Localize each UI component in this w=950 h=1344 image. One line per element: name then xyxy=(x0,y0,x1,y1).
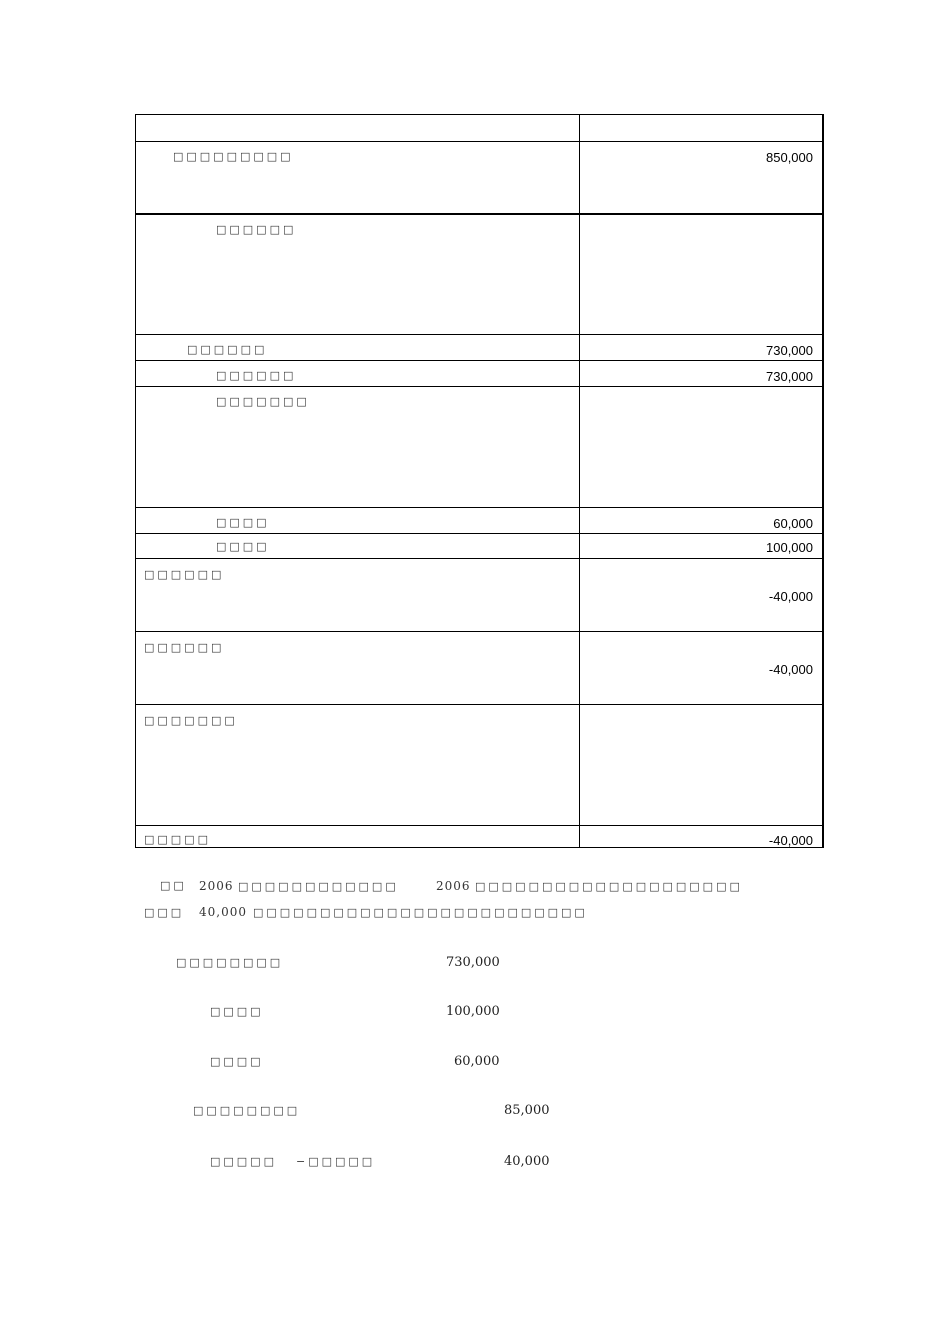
row-label: □□□□□□ xyxy=(144,568,225,581)
row-label: □□□□□□□ xyxy=(216,395,310,408)
table-row xyxy=(136,558,822,631)
table-row xyxy=(136,141,822,214)
row-label: □□□□□□□ xyxy=(144,714,238,727)
entry-label: □□□□□□□□ xyxy=(193,1104,301,1117)
row-label: □□□□□□ xyxy=(216,223,297,236)
entry-label: □□□□ xyxy=(210,1005,264,1018)
row-label: □□□□ xyxy=(216,516,270,529)
row-label: □□□□ xyxy=(216,540,270,553)
financial-table xyxy=(135,114,824,848)
entry-amount: 60,000 xyxy=(454,1054,500,1069)
entry-label: □□□□□ xyxy=(210,1155,277,1168)
entry-label: □□□□□□□□ xyxy=(176,956,284,969)
row-label: □□□□□□ xyxy=(187,343,268,356)
row-label: □□□□□□ xyxy=(144,641,225,654)
entry-amount: 100,000 xyxy=(446,1004,500,1019)
note-text: □□□□□□□□□□□□□□□□□□□□□□□□□ xyxy=(253,906,588,919)
table-row xyxy=(136,507,822,533)
table-row xyxy=(136,825,822,849)
row-value: 60,000 xyxy=(773,516,813,531)
note-year: 2006 xyxy=(436,879,471,893)
table-row xyxy=(136,334,822,360)
note-text: □□□□□□□□□□□□□□□□□□□□ xyxy=(475,880,743,893)
row-value: -40,000 xyxy=(768,833,813,848)
note-prefix: □□ xyxy=(160,879,187,892)
row-label: □□□□□ xyxy=(144,833,211,846)
row-value: -40,000 xyxy=(768,662,813,677)
table-row xyxy=(136,213,822,335)
table-row xyxy=(136,631,822,704)
row-value: 100,000 xyxy=(766,540,813,555)
row-value: 730,000 xyxy=(766,369,813,384)
row-label: □□□□□□ xyxy=(216,369,297,382)
row-value: -40,000 xyxy=(768,589,813,604)
entry-label-secondary: −□□□□□ xyxy=(296,1155,376,1168)
note-amount: 40,000 xyxy=(199,905,247,919)
note-prefix: □□□ xyxy=(144,906,185,919)
row-value: 730,000 xyxy=(766,343,813,358)
entry-amount: 85,000 xyxy=(504,1103,550,1118)
note-year: 2006 xyxy=(199,879,234,893)
row-label: □□□□□□□□□ xyxy=(173,150,294,163)
table-row xyxy=(136,704,822,825)
table-row xyxy=(136,386,822,507)
table-row xyxy=(136,533,822,559)
entry-amount: 730,000 xyxy=(446,955,500,970)
note-text: □□□□□□□□□□□□ xyxy=(238,880,399,893)
row-value: 850,000 xyxy=(766,150,813,165)
entry-label: □□□□ xyxy=(210,1055,264,1068)
table-row xyxy=(136,360,822,386)
entry-amount: 40,000 xyxy=(504,1154,550,1169)
